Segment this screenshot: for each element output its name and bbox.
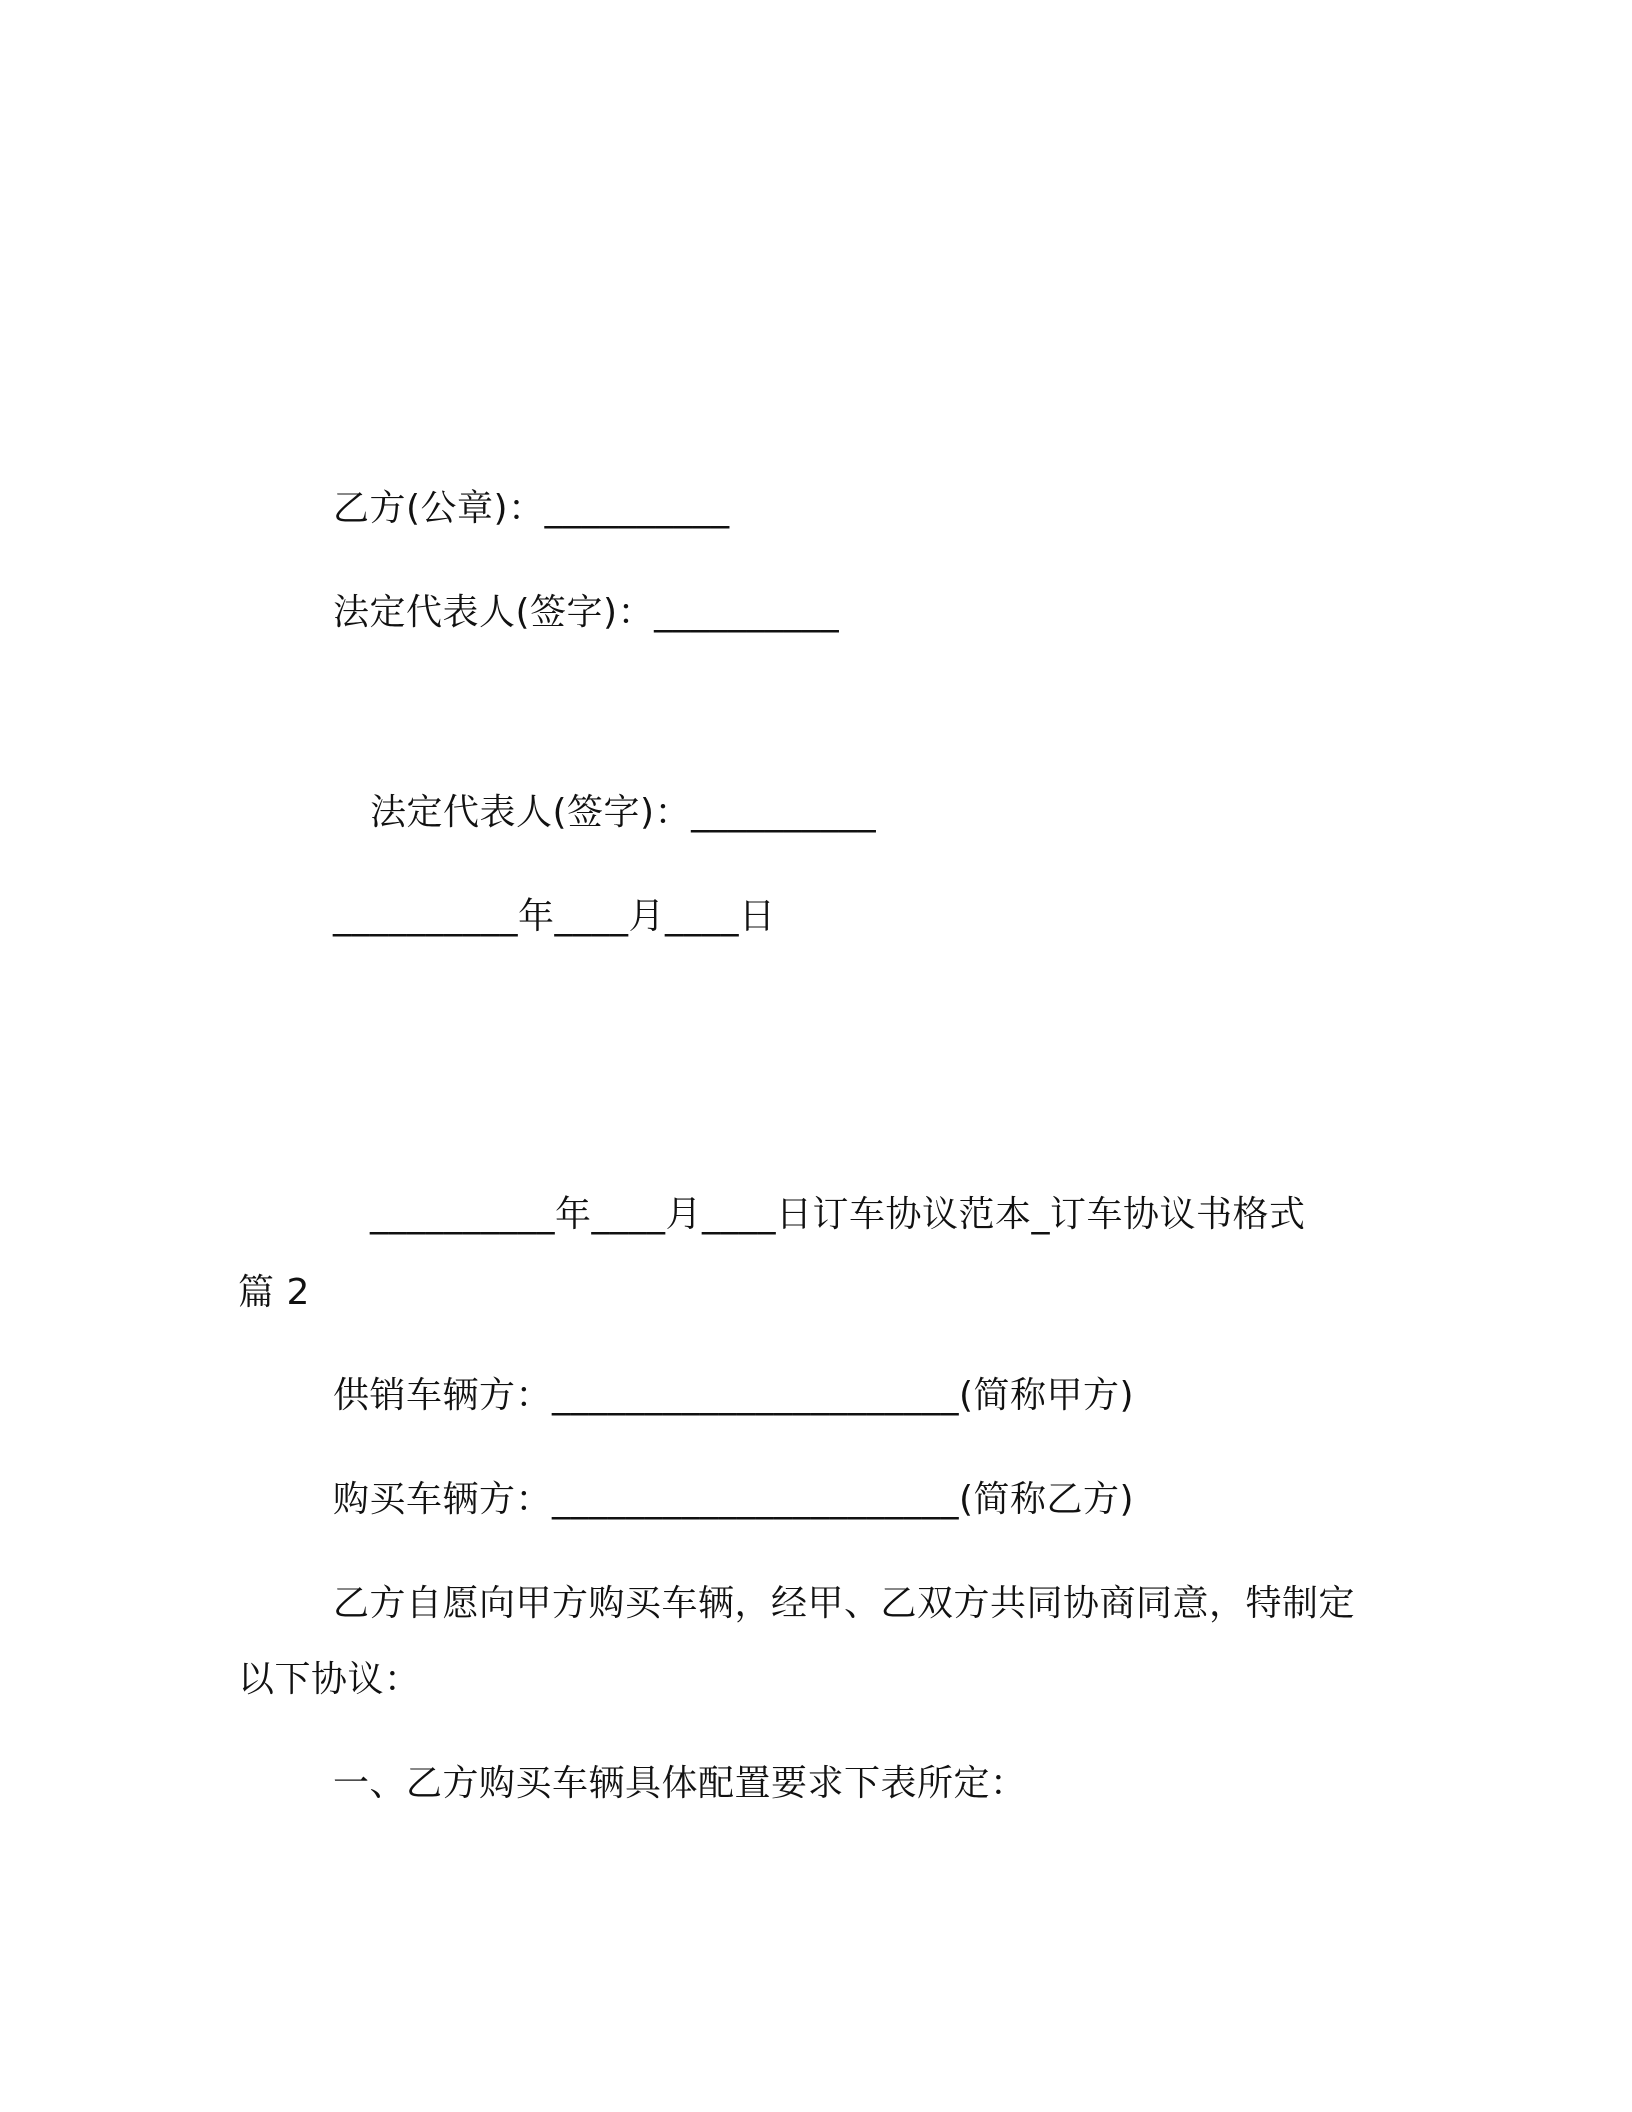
legal-rep-sign-line-1: 法定代表人(签字)：__________ [333, 592, 840, 633]
seller-party-line: 供销车辆方：______________________(简称甲方) [333, 1375, 1135, 1416]
legal-rep-sign-line-2: 法定代表人(签字)：__________ [370, 792, 877, 833]
intro-paragraph-line-1: 乙方自愿向甲方购买车辆，经甲、乙双方共同协商同意，特制定 [333, 1583, 1356, 1624]
section-title-line-1: __________年____月____日订车协议范本_订车协议书格式 [370, 1194, 1306, 1235]
clause-1-heading: 一、乙方购买车辆具体配置要求下表所定： [333, 1763, 1027, 1804]
section-title-line-2: 篇 2 [238, 1272, 310, 1313]
buyer-party-line: 购买车辆方：______________________(简称乙方) [333, 1479, 1135, 1520]
date-line: __________年____月____日 [333, 896, 776, 937]
party-b-seal-line: 乙方(公章)：__________ [333, 488, 730, 529]
intro-paragraph-line-2: 以下协议： [238, 1659, 421, 1700]
